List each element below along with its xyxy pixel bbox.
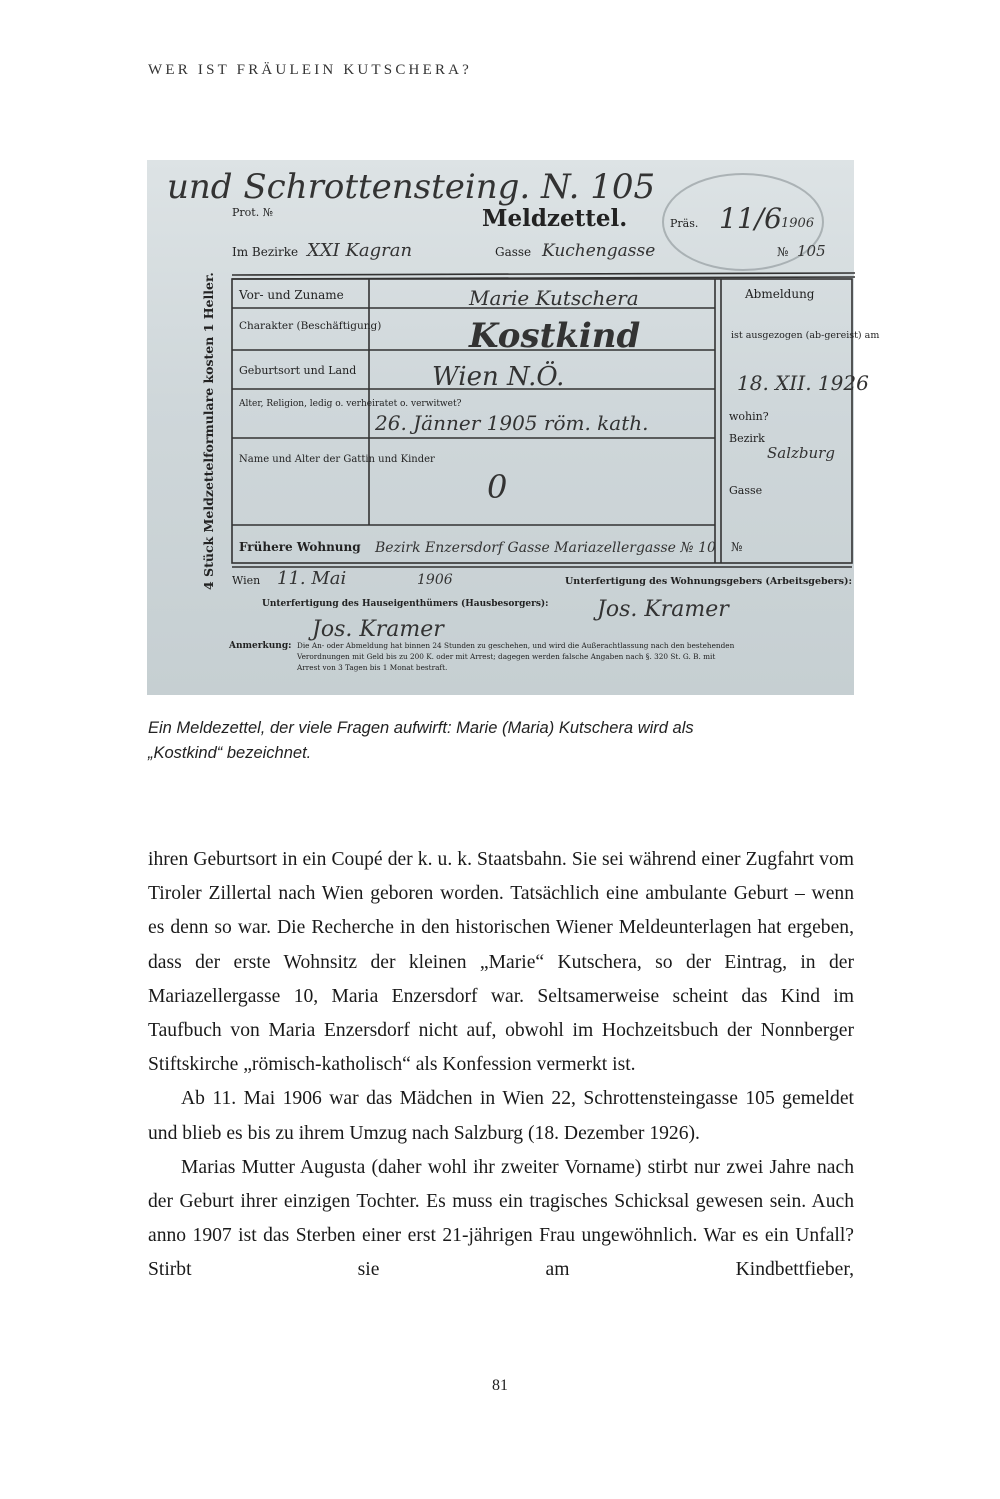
- bezirk-value: XXI Kagran: [307, 240, 413, 261]
- nr-value: 105: [797, 242, 826, 260]
- row-value-charakter: Kostkind: [469, 316, 641, 356]
- form-title: Meldzettel.: [482, 205, 628, 232]
- unterfertigung-wohnungsgeber: Unterfertigung des Wohnungsgebers (Arbeitsgebers):: [565, 576, 853, 587]
- wien-label: Wien: [232, 574, 261, 587]
- prot-label: Prot. №: [232, 206, 274, 219]
- row-label-gattin: Name und Alter der Gattin und Kinder: [239, 454, 435, 465]
- nr-small-label: №: [731, 540, 743, 554]
- nr-label: №: [777, 245, 789, 259]
- paragraph-1: ihren Geburtsort in ein Coupé der k. u. k. Staatsbahn. Sie sei während einer Zugfahrt vom Tiroler Zillertal nach Wien geboren worden. Tatsächlich eine ambulante Geburt – wenn es denn so war. Die Recherche in den historischen Wiener Meldeunterlagen hat ergeben, dass der erste Wohnsitz der kleinen „Marie“ Kutschera, so der Eintrag, in der Mariazellergasse 10, Maria Enzersdorf war. Seltsamerweise scheint das Kind im Taufbuch von Maria Enzersdorf nicht auf, obwohl im Hochzeitsbuch der Nonnberger Stiftskirche „römisch-katholisch“ als Konfession vermerkt ist.: [148, 849, 854, 1076]
- gasse-label: Gasse: [495, 245, 532, 259]
- wohin-label: wohin?: [729, 410, 769, 423]
- gasse-small-label: Gasse: [729, 484, 763, 497]
- anmerkung-line-2: Verordnungen mit Geld bis zu 200 K. oder mit Arrest; dagegen werden falsche Angaben nach §. 320 St. G. B. mit: [297, 652, 716, 661]
- caption-line-1: Ein Meldezettel, der viele Fragen aufwirft: Marie (Maria) Kutschera wird als: [148, 719, 694, 737]
- abmeldung-header: Abmeldung: [745, 287, 815, 301]
- row-value-gattin: 0: [487, 468, 508, 506]
- row-label-name: Vor- und Zuname: [239, 288, 344, 302]
- unterfertigung-hausbesorger: Unterfertigung des Hauseigenthümers (Hausbesorgers):: [262, 599, 549, 609]
- side-cost-note: 4 Stück Meldzettelformulare kosten 1 Heller.: [201, 272, 216, 590]
- praes-date: 11/6: [719, 202, 782, 235]
- figure-caption: [148, 716, 854, 766]
- handwritten-top-note: und Schrottensteing. N. 105: [167, 167, 656, 207]
- page-number: 81: [492, 1377, 508, 1394]
- row-value-fruehere-wohnung: Bezirk Enzersdorf Gasse Mariazellergasse № 10: [375, 540, 716, 556]
- signature-wohnungsgeber: Jos. Kramer: [597, 597, 729, 622]
- row-label-alter: Alter, Religion, ledig o. verheiratet o. verwitwet?: [239, 399, 462, 409]
- bezirk-label: Im Bezirke: [232, 245, 299, 259]
- anmerkung-label: Anmerkung:: [229, 641, 292, 651]
- paragraph-3: Marias Mutter Augusta (daher wohl ihr zweiter Vorname) stirbt nur zwei Jahre nach der Geburt ihrer einzigen Tochter. Es muss ein tragisches Schicksal gewesen sein. Auch anno 1907 ist das Sterben einer erst 21-jährigen Frau ungewöhnlich. War es ein Unfall? Stirbt sie am Kindbettfieber,: [148, 1156, 854, 1281]
- wien-year: 1906: [417, 572, 453, 588]
- row-value-geburtsort: Wien N.Ö.: [432, 362, 565, 392]
- praes-year: 1906: [781, 216, 815, 231]
- anmerkung-line-1: Die An- oder Abmeldung hat binnen 24 Stunden zu geschehen, und wird die Außerachtlassung nach den bestehenden: [297, 641, 735, 650]
- row-label-fruehere-wohnung: Frühere Wohnung: [239, 540, 361, 554]
- meldezettel-photo: [147, 160, 880, 695]
- running-head: WER IST FRÄULEIN KUTSCHERA?: [148, 62, 473, 78]
- wien-date: 11. Mai: [277, 568, 347, 589]
- row-label-charakter: Charakter (Beschäftigung): [239, 320, 382, 332]
- row-label-geburtsort: Geburtsort und Land: [239, 364, 357, 377]
- bezirk-small-label: Bezirk: [729, 432, 765, 445]
- row-value-name: Marie Kutschera: [469, 286, 639, 310]
- abmeldung-text: ist ausgezogen (ab-gereist) am: [731, 330, 880, 341]
- bezirk-small-value: Salzburg: [767, 444, 835, 462]
- row-value-alter: 26. Jänner 1905 röm. kath.: [375, 411, 649, 435]
- body-text: [148, 843, 854, 1288]
- signature-hausbesorger: Jos. Kramer: [312, 617, 444, 642]
- caption-line-2: „Kostkind“ bezeichnet.: [148, 744, 312, 762]
- gasse-value: Kuchengasse: [542, 241, 656, 261]
- praes-label: Präs.: [670, 217, 699, 230]
- paragraph-2: Ab 11. Mai 1906 war das Mädchen in Wien 22, Schrottensteingasse 105 gemeldet und blieb es bis zu ihrem Umzug nach Salzburg (18. Dezember 1926).: [148, 1088, 854, 1144]
- anmerkung-line-3: Arrest von 3 Tagen bis 1 Monat bestraft.: [297, 663, 448, 672]
- abmeldung-date: 18. XII. 1926: [737, 371, 869, 395]
